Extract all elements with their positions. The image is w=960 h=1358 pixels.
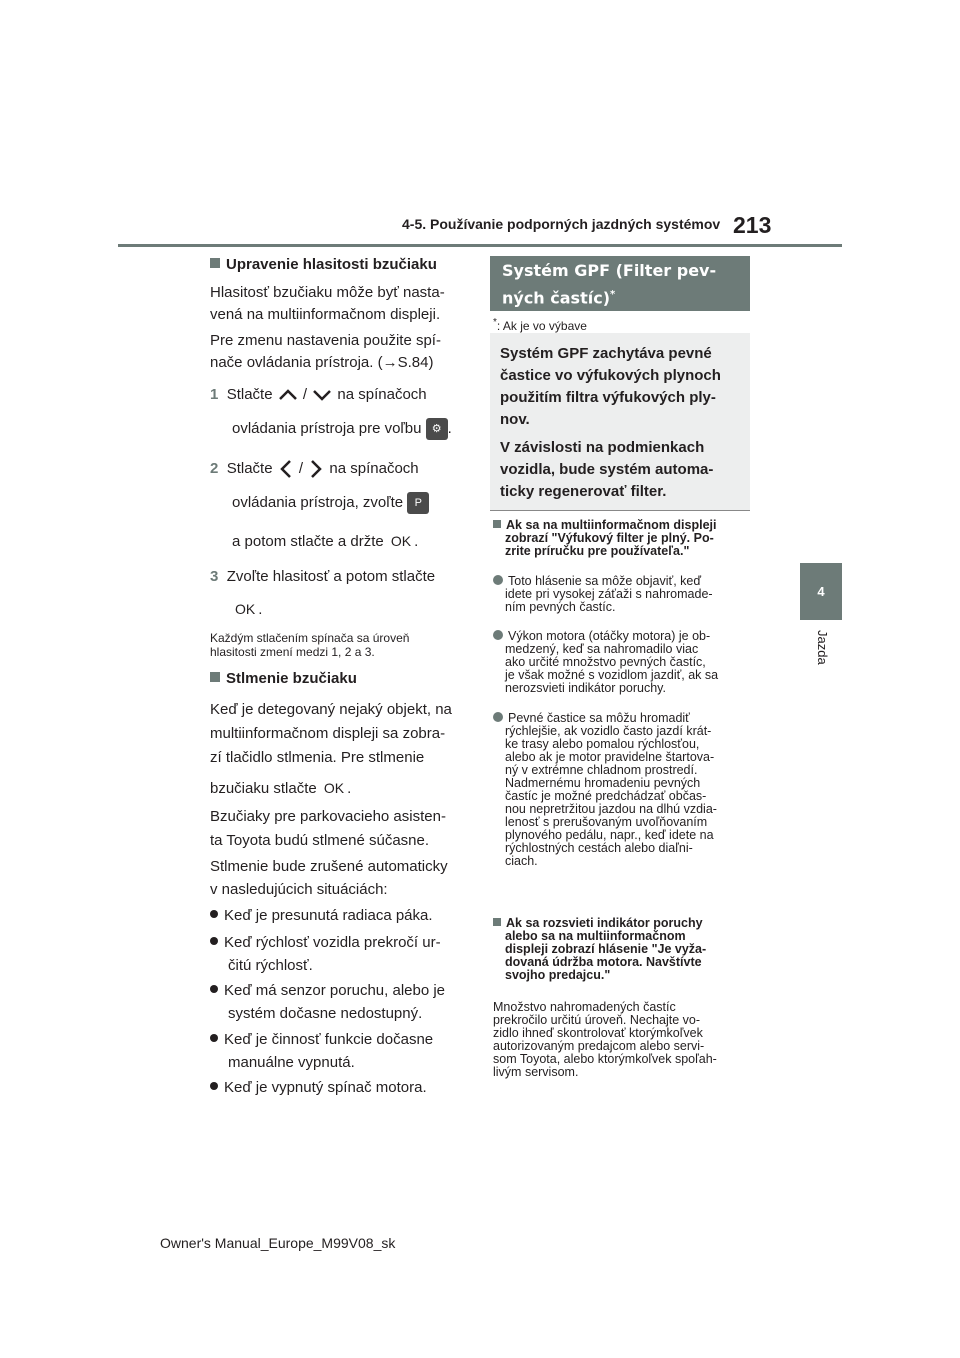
step-number: 2 [210, 460, 219, 477]
circle-bullet-icon [493, 575, 503, 585]
step-3-line2: OK . [232, 598, 492, 621]
bullet-line: medzený, keď sa nahromadilo viac [505, 642, 699, 656]
bullet-line: nou nepretržitou jazdou na dlhú vzdia- [505, 802, 717, 816]
bullet-item: Keď rýchlosť vozidla prekročí ur- [210, 932, 470, 954]
paragraph-line: zí tlačidlo stlmenia. Pre stlmenie [210, 749, 425, 766]
paragraph-line: Množstvo nahromadených častíc [493, 1000, 676, 1014]
step-1-line1: 1 Stlačte / na spínačoch [210, 386, 427, 403]
parking-sensor-icon: P [407, 492, 429, 514]
paragraph-line: prekročilo určitú úroveň. Nechajte vo- [493, 1013, 701, 1027]
availability-note: *: Ak je vo výbave [493, 317, 587, 333]
bullet-line: je však možné s vozidlom jazdiť, ak sa [505, 668, 719, 682]
paragraph-line: autorizovaným predajcom alebo servi- [493, 1039, 705, 1053]
subheading-line: svojho predajcu." [505, 968, 611, 982]
summary-line: nov. [500, 411, 530, 428]
bullet-line: rýchlejšie, ak vozidlo často jazdí krát- [505, 724, 712, 738]
paragraph-line: Pre zmenu nastavenia použite spí- [210, 332, 441, 349]
step-3-line1: 3 Zvoľte hlasitosť a potom stlačte [210, 568, 436, 585]
bullet-line: ciach. [505, 854, 538, 868]
paragraph-line: vená na multiinformačnom displeji. [210, 306, 441, 323]
bullet-line: alebo ak je motor pravidelne štartova- [505, 750, 715, 764]
footer-manual-id: Owner's Manual_Europe_M99V08_sk [160, 1235, 396, 1251]
bullet-line: idete pri vysokej záťaži s nahromade- [505, 587, 713, 601]
bullet-line: ke trasy alebo pomalou rýchlosťou, [505, 737, 700, 751]
bullet-icon [210, 937, 218, 945]
circle-bullet-item: Výkon motora (otáčky motora) je ob- [493, 630, 710, 643]
subheading-line: zobrazí "Výfukový filter je plný. Po- [505, 531, 714, 545]
ok-button-symbol: OK [390, 533, 412, 549]
paragraph-line: Stlmenie bude zrušené automaticky [210, 858, 448, 875]
page-number: 213 [733, 212, 772, 238]
paragraph-line: ta Toyota budú stlmené súčasne. [210, 832, 430, 849]
chevron-left-icon [277, 458, 295, 480]
section-title: 4-5. Používanie podporných jazdných systémov [402, 216, 721, 232]
bullet-icon [210, 1034, 218, 1042]
step-number: 3 [210, 568, 219, 585]
square-bullet-icon [493, 918, 501, 926]
bullet-line: ný v extrémne chladnom prostredí. [505, 763, 698, 777]
summary-line: V závislosti na podmienkach [500, 439, 705, 456]
paragraph-line: Bzučiaky pre parkovacieho asisten- [210, 808, 446, 825]
bullet-continuation: systém dočasne nedostupný. [228, 1005, 423, 1022]
bullet-line: ako určité množstvo pevných častíc, [505, 655, 706, 669]
bullet-item: Keď je činnosť funkcie dočasne [210, 1029, 470, 1051]
chevron-down-icon [311, 388, 333, 402]
paragraph-line: multiinformačnom displeji sa zobra- [210, 725, 446, 742]
paragraph-line: Keď je detegovaný nejaký objekt, na [210, 701, 452, 718]
circle-bullet-item: Toto hlásenie sa môže objaviť, keď [493, 575, 701, 588]
step-2-line3: a potom stlačte a držte OK . [232, 530, 492, 553]
ok-button-symbol: OK [235, 601, 256, 617]
bullet-line: rýchlostných cestách alebo diaľni- [505, 841, 693, 855]
circle-bullet-icon [493, 630, 503, 640]
bullet-line: Nadmernému hromadeniu pevných [505, 776, 701, 790]
step-1-line2: ovládania prístroja pre voľbu ⚙ . [232, 418, 492, 440]
bullet-line: plynového pedálu, napr., keď idete na [505, 828, 714, 842]
header-rule [118, 244, 842, 247]
bullet-item: Keď je vypnutý spínač motora. [210, 1077, 470, 1099]
bullet-continuation: manuálne vypnutá. [228, 1054, 355, 1071]
square-bullet-icon [493, 520, 501, 528]
bullet-continuation: čitú rýchlosť. [228, 957, 313, 974]
paragraph-line: som Toyota, alebo ktorýmkoľvek spoľah- [493, 1052, 717, 1066]
summary-line: Systém GPF zachytáva pevné [500, 345, 712, 362]
subheading-line: zrite príručku pre používateľa." [505, 544, 690, 558]
gpf-section-header: Systém GPF (Filter pev- ných častíc)* [490, 256, 750, 311]
bullet-icon [210, 985, 218, 993]
summary-line: častice vo výfukových plynoch [500, 367, 721, 384]
paragraph-line: bzučiaku stlačte OK . [210, 777, 470, 800]
bullet-line: lenosť s prerušovaným uvoľňovaním [505, 815, 708, 829]
chapter-tab: 4 [800, 563, 842, 620]
chevron-up-icon [277, 388, 299, 402]
chevron-right-icon [307, 458, 325, 480]
step-2-line2: ovládania prístroja, zvoľte P [232, 492, 492, 514]
summary-line: ticky regenerovať filter. [500, 483, 667, 500]
subheading: Ak sa rozsvieti indikátor poruchy [493, 917, 703, 930]
ok-button-symbol: OK [323, 780, 345, 796]
heading-mute: Stlmenie bzučiaku [210, 668, 470, 690]
subheading-line: displeji zobrazí hlásenie "Je vyža- [505, 942, 707, 956]
note-line: hlasitosti zmení medzi 1, 2 a 3. [210, 645, 375, 659]
box-rule [490, 510, 750, 511]
step-number: 1 [210, 386, 219, 403]
bullet-item: Keď má senzor poruchu, alebo je [210, 980, 470, 1002]
bullet-icon [210, 910, 218, 918]
chapter-label: Jazda [815, 630, 830, 665]
paragraph-line: v nasledujúcich situáciách: [210, 881, 388, 898]
bullet-icon [210, 1082, 218, 1090]
summary-line: použitím filtra výfukových ply- [500, 389, 716, 406]
summary-line: vozidla, bude systém automa- [500, 461, 714, 478]
square-bullet-icon [210, 258, 220, 268]
square-bullet-icon [210, 672, 220, 682]
bullet-line: ním pevných častíc. [505, 600, 616, 614]
circle-bullet-icon [493, 712, 503, 722]
gear-settings-icon: ⚙ [426, 418, 448, 440]
subheading: Ak sa na multiinformačnom displeji [493, 519, 716, 532]
paragraph-line: Hlasitosť bzučiaku môže byť nasta- [210, 284, 445, 301]
subheading-line: dovaná údržba motora. Navštívte [505, 955, 702, 969]
bullet-item: Keď je presunutá radiaca páka. [210, 905, 470, 927]
step-2-line1: 2 Stlačte / na spínačoch [210, 458, 470, 480]
heading-volume: Upravenie hlasitosti bzučiaku [210, 254, 470, 276]
subheading-line: alebo sa na multiinformačnom [505, 929, 686, 943]
circle-bullet-item: Pevné častice sa môžu hromadiť [493, 712, 690, 725]
paragraph-line: livým servisom. [493, 1065, 579, 1079]
note-line: Každým stlačením spínača sa úroveň [210, 631, 410, 645]
bullet-line: nerozsvieti indikátor poruchy. [505, 681, 666, 695]
bullet-line: častíc je možné predchádzať občas- [505, 789, 707, 803]
paragraph-line: zidlo ihneď skontrolovať ktorýmkoľvek [493, 1026, 703, 1040]
paragraph-line: nače ovládania prístroja. (→S.84) [210, 354, 434, 371]
